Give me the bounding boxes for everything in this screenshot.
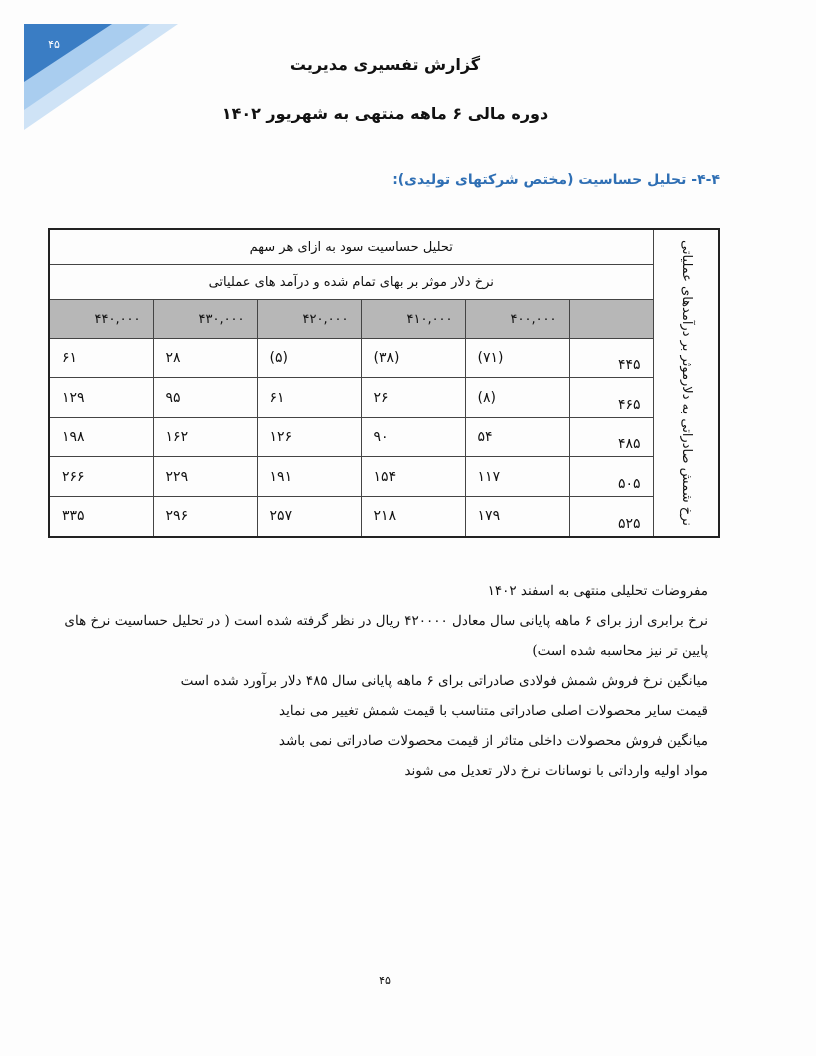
assumption-item: مواد اولیه وارداتی با نوسانات نرخ دلار تعدیل می شوند bbox=[404, 763, 708, 779]
table-cell: ۲۹۶ bbox=[153, 496, 257, 537]
table-cell: ۲۲۹ bbox=[153, 457, 257, 496]
table-row bbox=[49, 457, 719, 496]
table-cell: ۱۹۸ bbox=[49, 417, 153, 456]
assumptions-block bbox=[38, 576, 708, 786]
assumption-item: نرخ برابری ارز برای ۶ ماهه پایانی سال معادل ۴۲۰۰۰۰ ریال در نظر گرفته شده است ( در تحلیل حساسیت نرخ های پایین تر نیز محاسبه شده است) bbox=[64, 613, 708, 659]
assumption-item: میانگین فروش محصولات داخلی متاثر از قیمت محصولات صادراتی نمی باشد bbox=[278, 733, 708, 749]
row-rate: ۴۶۵ bbox=[569, 378, 653, 417]
sensitivity-table bbox=[48, 228, 720, 538]
column-header: ۴۰۰,۰۰۰ bbox=[465, 300, 569, 339]
side-label-cell bbox=[653, 229, 719, 537]
table-row bbox=[49, 378, 719, 417]
table-cell: ۱۹۱ bbox=[257, 457, 361, 496]
row-rate: ۴۸۵ bbox=[569, 417, 653, 456]
report-period: دوره مالی ۶ ماهه منتهی به شهریور ۱۴۰۲ bbox=[221, 104, 549, 123]
row-rate: ۵۰۵ bbox=[569, 457, 653, 496]
assumption-item: قیمت سایر محصولات اصلی صادراتی متناسب با قیمت شمش تغییر می نماید bbox=[279, 703, 708, 719]
table-cell: ۶۱ bbox=[257, 378, 361, 417]
table-cell: ۲۸ bbox=[153, 339, 257, 378]
assumption-item: میانگین نرخ فروش شمش فولادی صادراتی برای ۶ ماهه پایانی سال ۴۸۵ دلار برآورد شده است bbox=[180, 673, 708, 689]
table-cell: (۵) bbox=[257, 339, 361, 378]
table-cell: ۲۶۶ bbox=[49, 457, 153, 496]
section-heading: ۴-۴- تحلیل حساسیت (مختص شرکتهای تولیدی): bbox=[392, 172, 720, 188]
report-title: گزارش تفسیری مدیریت bbox=[289, 55, 481, 74]
table-cell: ۲۶ bbox=[361, 378, 465, 417]
table-cell: (۸) bbox=[465, 378, 569, 417]
row-rate: ۴۴۵ bbox=[569, 339, 653, 378]
column-header: ۴۳۰,۰۰۰ bbox=[153, 300, 257, 339]
table-cell: ۹۰ bbox=[361, 417, 465, 456]
table-subtitle: نرخ دلار موثر بر بهای تمام شده و درآمد های عملیاتی bbox=[49, 265, 653, 300]
table-cell: ۱۶۲ bbox=[153, 417, 257, 456]
table-cell: ۵۴ bbox=[465, 417, 569, 456]
table-cell: ۱۱۷ bbox=[465, 457, 569, 496]
header-page-number: ۴۵ bbox=[48, 38, 60, 51]
table-cell: (۷۱) bbox=[465, 339, 569, 378]
corner-header-cell bbox=[569, 300, 653, 339]
table-row bbox=[49, 417, 719, 456]
column-header-row bbox=[49, 300, 719, 339]
table-cell: ۲۱۸ bbox=[361, 496, 465, 537]
table-row bbox=[49, 339, 719, 378]
column-header: ۴۲۰,۰۰۰ bbox=[257, 300, 361, 339]
table-cell: ۳۳۵ bbox=[49, 496, 153, 537]
table-cell: ۲۵۷ bbox=[257, 496, 361, 537]
table-cell: ۱۲۹ bbox=[49, 378, 153, 417]
assumptions-heading: مفروضات تحلیلی منتهی به اسفند ۱۴۰۲ bbox=[487, 583, 708, 599]
table-cell: (۳۸) bbox=[361, 339, 465, 378]
table-cell: ۱۵۴ bbox=[361, 457, 465, 496]
table-title: تحلیل حساسیت سود به ازای هر سهم bbox=[49, 229, 653, 265]
row-rate: ۵۲۵ bbox=[569, 496, 653, 537]
table-cell: ۱۷۹ bbox=[465, 496, 569, 537]
side-label: نرخ شمش صادراتی به دلارموثر بر درآمدهای عملیاتی bbox=[678, 240, 694, 526]
table-cell: ۹۵ bbox=[153, 378, 257, 417]
footer-page-number: ۴۵ bbox=[379, 974, 391, 987]
table-cell: ۱۲۶ bbox=[257, 417, 361, 456]
column-header: ۴۴۰,۰۰۰ bbox=[49, 300, 153, 339]
table-row bbox=[49, 496, 719, 537]
column-header: ۴۱۰,۰۰۰ bbox=[361, 300, 465, 339]
table-cell: ۶۱ bbox=[49, 339, 153, 378]
